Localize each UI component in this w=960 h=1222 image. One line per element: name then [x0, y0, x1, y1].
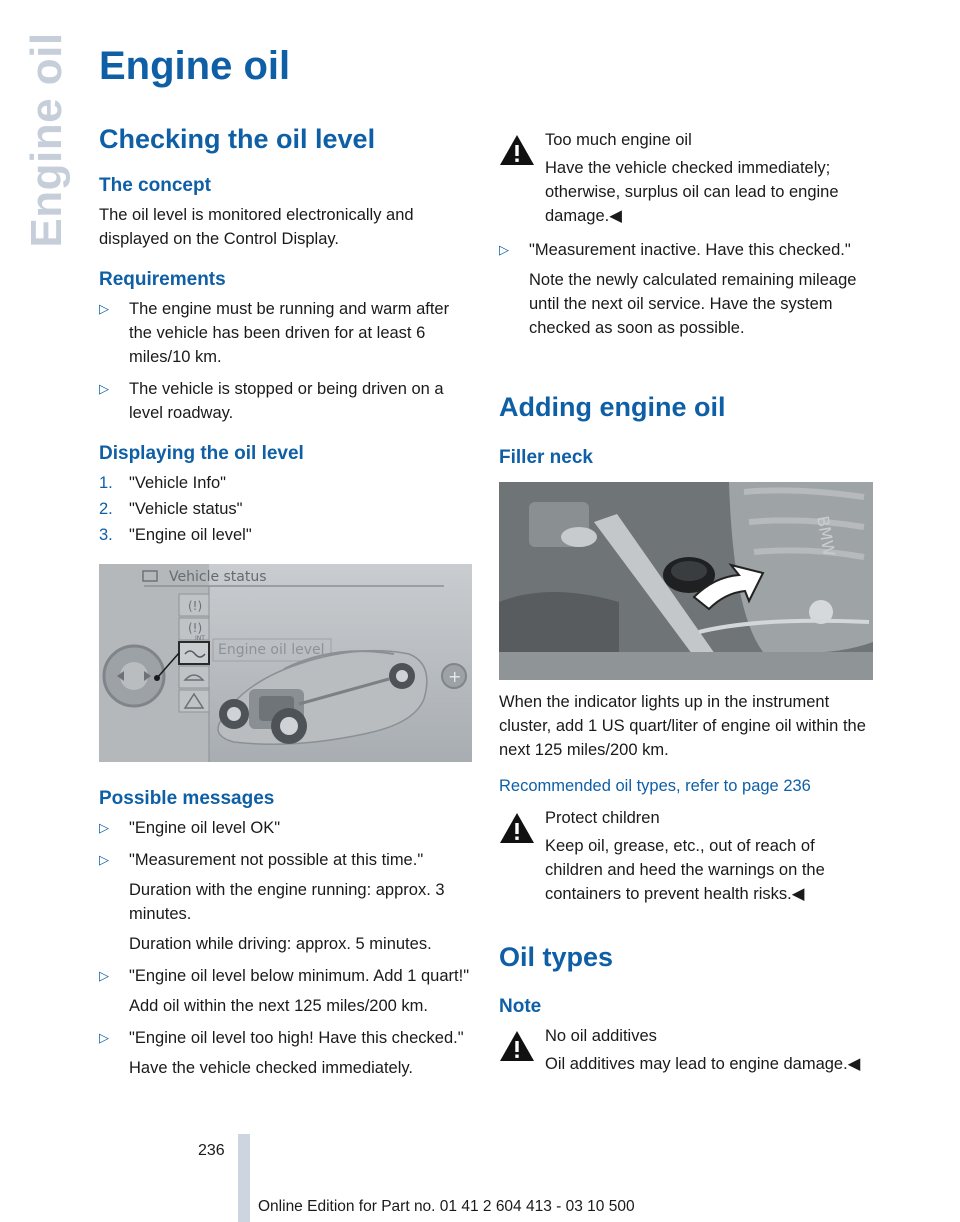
oil-types-heading: Oil types	[499, 942, 614, 972]
bullet-triangle-icon: ▷	[99, 1030, 109, 1045]
list-item: ▷ "Engine oil level below minimum. Add 1 quart!" Add oil within the next 125 miles/200 km.	[99, 964, 472, 1018]
steps-list	[99, 471, 472, 547]
bullet-triangle-icon: ▷	[99, 852, 109, 867]
page-title: Engine oil	[99, 44, 291, 88]
svg-text:+: +	[448, 667, 462, 686]
svg-text:INT: INT	[195, 635, 205, 642]
list-item: ▷ "Measurement not possible at this time." Duration with the engine running: approx. 3 minutes. Duration while driving: approx. 5 minutes.	[99, 848, 472, 956]
filler-neck-heading: Filler neck	[499, 447, 593, 468]
right-column-top	[499, 128, 872, 348]
bullet-triangle-icon: ▷	[99, 381, 109, 396]
messages-heading: Possible messages	[99, 788, 275, 809]
inactive-list	[499, 238, 872, 340]
warning-triangle-icon	[499, 1030, 535, 1062]
adding-oil-heading: Adding engine oil	[499, 392, 726, 422]
bullet-triangle-icon: ▷	[499, 242, 509, 257]
warning-too-much-oil: Too much engine oil Have the vehicle checked immediately; otherwise, surplus oil can lead to engine damage.◀	[499, 128, 872, 228]
list-item: ▷ "Engine oil level OK"	[99, 816, 472, 840]
svg-text:(!): (!)	[188, 621, 203, 635]
requirements-heading: Requirements	[99, 269, 226, 290]
bullet-triangle-icon: ▷	[99, 968, 109, 983]
filler-neck-photo	[499, 482, 873, 680]
messages-section	[99, 788, 472, 1088]
list-item: ▷ "Engine oil level too high! Have this checked." Have the vehicle checked immediately.	[99, 1026, 472, 1080]
checking-heading: Checking the oil level	[99, 124, 376, 154]
list-item: ▷ "Measurement inactive. Have this checked." Note the newly calculated remaining mileage until the next oil service. Have the system checked as soon as possible.	[499, 238, 872, 340]
list-item: ▷ The vehicle is stopped or being driven on a level roadway.	[99, 377, 472, 425]
list-item: 1. "Vehicle Info"	[99, 474, 227, 492]
status-icons	[179, 594, 209, 712]
bullet-triangle-icon: ▷	[99, 301, 109, 316]
concept-heading: The concept	[99, 175, 211, 196]
right-column-bottom	[499, 690, 872, 906]
svg-text:BMW: BMW	[813, 514, 839, 558]
svg-text:(!): (!)	[188, 599, 203, 613]
screen-menu-title: Vehicle status	[169, 569, 267, 585]
list-item: 2. "Vehicle status"	[99, 500, 243, 518]
list-item: 3. "Engine oil level"	[99, 526, 252, 544]
warning-triangle-icon	[499, 812, 535, 844]
note-heading: Note	[499, 996, 542, 1017]
list-item: ▷ The engine must be running and warm after the vehicle has been driven for at least 6 miles/10 km.	[99, 297, 472, 369]
bullet-triangle-icon: ▷	[99, 820, 109, 835]
displaying-heading: Displaying the oil level	[99, 443, 304, 464]
indicator-text: When the indicator lights up in the instrument cluster, add 1 US quart/liter of engine oil within the next 125 miles/200 km.	[499, 693, 866, 759]
side-section-title: Engine oil	[22, 32, 71, 248]
concept-text: The oil level is monitored electronically and displayed on the Control Display.	[99, 206, 414, 248]
recommended-oil-link[interactable]: Recommended oil types, refer to page 236	[499, 777, 811, 795]
messages-list	[99, 816, 472, 1080]
note-section	[499, 1024, 872, 1076]
requirements-list	[99, 297, 472, 425]
page-number: 236	[198, 1142, 225, 1159]
warning-protect-children: Protect children Keep oil, grease, etc., out of reach of children and heed the warnings on the containers to prevent health risks.◀	[499, 806, 872, 906]
left-column	[99, 120, 472, 549]
footer-divider	[238, 1134, 250, 1222]
control-display-image	[99, 564, 472, 762]
warning-no-additives: No oil additives Oil additives may lead to engine damage.◀	[499, 1024, 872, 1076]
warning-triangle-icon	[499, 134, 535, 166]
screen-tooltip: Engine oil level	[218, 642, 325, 658]
online-edition-text: Online Edition for Part no. 01 41 2 604 413 - 03 10 500	[258, 1198, 635, 1215]
